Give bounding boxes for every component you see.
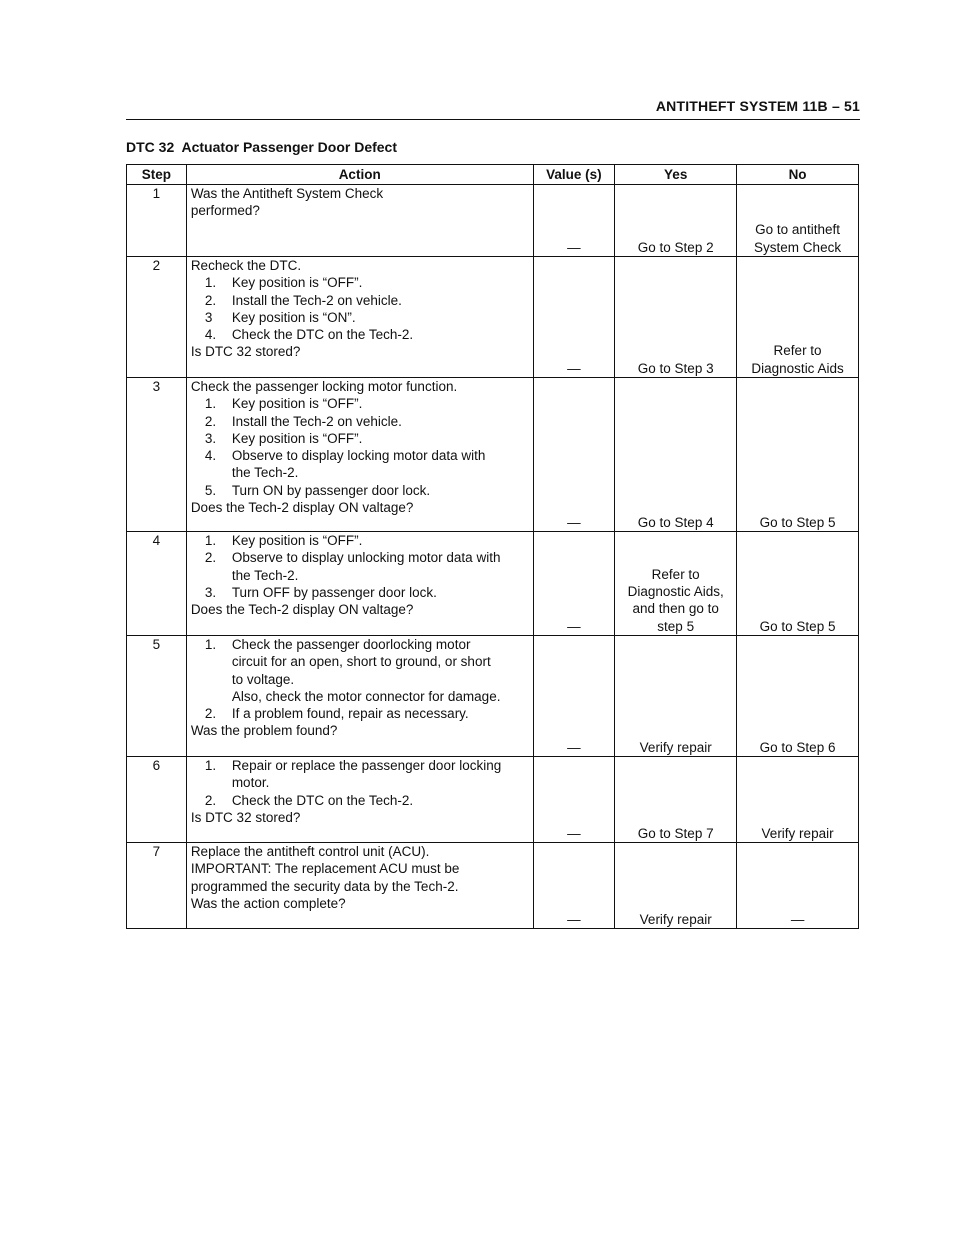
yes-result-cell — [615, 185, 737, 257]
list-text-continued: the Tech-2. — [231, 465, 299, 481]
list-text-continued: circuit for an open, short to ground, or short — [231, 654, 491, 670]
table-row — [127, 843, 859, 929]
action-list-item — [191, 274, 529, 291]
yes-result-line: Verify repair — [639, 911, 712, 927]
list-number: 2. — [204, 413, 217, 429]
list-text: Key position is “OFF”. — [231, 396, 363, 412]
action-list-item — [191, 636, 529, 653]
yes-result-cell — [615, 843, 737, 929]
action-list-item — [191, 482, 529, 499]
list-text: Observe to display unlocking motor data with — [231, 550, 501, 566]
list-text: Key position is “ON”. — [231, 309, 356, 325]
yes-result-line: Verify repair — [639, 739, 712, 755]
list-number: 3 — [204, 309, 213, 325]
action-line: Was the Antitheft System Check — [190, 186, 384, 201]
list-text: Check the passenger doorlocking motor — [231, 637, 471, 652]
value-cell: — — [533, 843, 615, 929]
list-text: Install the Tech-2 on vehicle. — [231, 413, 402, 429]
step-number: 2 — [127, 257, 187, 378]
no-result-line: Verify repair — [761, 825, 834, 841]
action-cell — [186, 757, 533, 843]
table-body — [127, 185, 859, 929]
yes-result-line: Go to Step 4 — [637, 514, 714, 530]
column-header-yes: Yes — [615, 165, 737, 185]
step-number: 4 — [127, 532, 187, 636]
yes-result-cell — [615, 757, 737, 843]
yes-result-line: Diagnostic Aids, — [627, 584, 724, 600]
section-page-label: ANTITHEFT SYSTEM 11B – 51 — [655, 98, 860, 114]
list-text: Turn ON by passenger door lock. — [231, 482, 431, 498]
list-number: 3. — [204, 584, 217, 600]
action-cell — [186, 532, 533, 636]
table-row — [127, 185, 859, 257]
action-list-item — [191, 549, 529, 566]
table-row — [127, 636, 859, 757]
action-cell — [186, 843, 533, 929]
column-header-step: Step — [127, 165, 187, 185]
no-result-cell — [737, 378, 859, 532]
no-result-cell — [737, 757, 859, 843]
list-number: 1. — [204, 396, 217, 412]
action-list-item — [191, 413, 529, 430]
step-number: 7 — [127, 843, 187, 929]
list-text: If a problem found, repair as necessary. — [231, 706, 469, 722]
diagnostic-table — [126, 164, 859, 929]
column-header-value: Value (s) — [533, 165, 615, 185]
list-number: 1. — [204, 637, 217, 652]
action-line: performed? — [190, 203, 260, 219]
page-header — [126, 98, 860, 120]
action-list-item — [191, 757, 529, 774]
list-number: 1. — [204, 533, 217, 548]
list-text: Repair or replace the passenger door locking — [231, 758, 502, 773]
action-list-item — [191, 395, 529, 412]
value-cell: — — [533, 378, 615, 532]
no-result-line: Refer to — [773, 343, 822, 359]
list-number: 1. — [204, 758, 217, 773]
action-cell — [186, 378, 533, 532]
no-result-cell — [737, 843, 859, 929]
yes-result-line: Go to Step 7 — [637, 825, 714, 841]
action-list-item — [191, 705, 529, 722]
step-number: 3 — [127, 378, 187, 532]
value-cell: — — [533, 532, 615, 636]
list-number: 5. — [204, 482, 217, 498]
action-list-item — [191, 792, 529, 809]
table-row — [127, 378, 859, 532]
no-result-cell — [737, 185, 859, 257]
list-text: Install the Tech-2 on vehicle. — [231, 292, 402, 308]
action-list-item — [191, 532, 529, 549]
header-rule — [126, 119, 860, 120]
list-text-continued: the Tech-2. — [231, 567, 299, 583]
action-line: Was the action complete? — [190, 895, 346, 911]
yes-result-line: Go to Step 2 — [637, 239, 714, 255]
list-number: 4. — [204, 327, 217, 343]
action-question: Does the Tech-2 display ON valtage? — [190, 602, 414, 618]
action-list-item — [191, 447, 529, 464]
list-number: 2. — [204, 550, 217, 566]
list-text: Turn OFF by passenger door lock. — [231, 584, 437, 600]
list-text-continued: motor. — [231, 775, 270, 791]
yes-result-cell — [615, 257, 737, 378]
action-cell — [186, 636, 533, 757]
list-number: 2. — [204, 706, 217, 722]
action-intro: Check the passenger locking motor function. — [190, 379, 458, 394]
yes-result-line: Refer to — [651, 566, 700, 582]
value-cell: — — [533, 257, 615, 378]
action-list-item — [191, 326, 529, 343]
table-row — [127, 257, 859, 378]
yes-result-line: Go to Step 3 — [637, 360, 714, 376]
list-text: Observe to display locking motor data with — [231, 448, 486, 464]
action-question: Does the Tech-2 display ON valtage? — [190, 500, 414, 516]
value-cell: — — [533, 185, 615, 257]
yes-result-cell — [615, 636, 737, 757]
list-text: Key position is “OFF”. — [231, 533, 363, 548]
list-text-continued: to voltage. — [231, 671, 295, 687]
no-result-line: Go to Step 5 — [759, 514, 836, 530]
action-cell — [186, 185, 533, 257]
list-text-continued: Also, check the motor connector for damage. — [231, 688, 501, 704]
action-question: Is DTC 32 stored? — [190, 344, 301, 360]
column-header-no: No — [737, 165, 859, 185]
list-number: 3. — [204, 430, 217, 446]
step-number: 5 — [127, 636, 187, 757]
action-line: programmed the security data by the Tech-2. — [190, 878, 459, 894]
table-header-row — [127, 165, 859, 185]
action-list-item — [191, 309, 529, 326]
no-result-line: Go to antitheft — [755, 222, 840, 238]
yes-result-cell — [615, 532, 737, 636]
action-line: Replace the antitheft control unit (ACU). — [190, 844, 430, 859]
list-number: 1. — [204, 275, 217, 291]
no-result-line: — — [790, 911, 805, 927]
no-result-cell — [737, 636, 859, 757]
list-text: Key position is “OFF”. — [231, 430, 363, 446]
action-list-item — [191, 584, 529, 601]
no-result-cell — [737, 257, 859, 378]
yes-result-line: and then go to — [632, 601, 719, 617]
list-number: 4. — [204, 448, 217, 464]
list-text: Check the DTC on the Tech-2. — [231, 792, 414, 808]
value-cell: — — [533, 757, 615, 843]
list-text: Key position is “OFF”. — [231, 275, 363, 291]
table-row — [127, 532, 859, 636]
action-cell — [186, 257, 533, 378]
action-question: Was the problem found? — [190, 723, 338, 739]
list-number: 2. — [204, 292, 217, 308]
action-list-item — [191, 292, 529, 309]
no-result-line: Diagnostic Aids — [751, 360, 844, 376]
action-line: IMPORTANT: The replacement ACU must be — [190, 861, 460, 877]
list-number: 2. — [204, 792, 217, 808]
no-result-line: Go to Step 5 — [759, 618, 836, 634]
table-row — [127, 757, 859, 843]
document-title: DTC 32 Actuator Passenger Door Defect — [126, 139, 397, 155]
list-text: Check the DTC on the Tech-2. — [231, 327, 414, 343]
column-header-action: Action — [186, 165, 533, 185]
yes-result-cell — [615, 378, 737, 532]
yes-result-line: step 5 — [657, 618, 695, 634]
action-question: Is DTC 32 stored? — [190, 809, 301, 825]
action-intro: Recheck the DTC. — [190, 258, 302, 273]
value-cell: — — [533, 636, 615, 757]
action-list-item — [191, 430, 529, 447]
no-result-line: System Check — [754, 239, 842, 255]
no-result-cell — [737, 532, 859, 636]
no-result-line: Go to Step 6 — [759, 739, 836, 755]
step-number: 1 — [127, 185, 187, 257]
step-number: 6 — [127, 757, 187, 843]
